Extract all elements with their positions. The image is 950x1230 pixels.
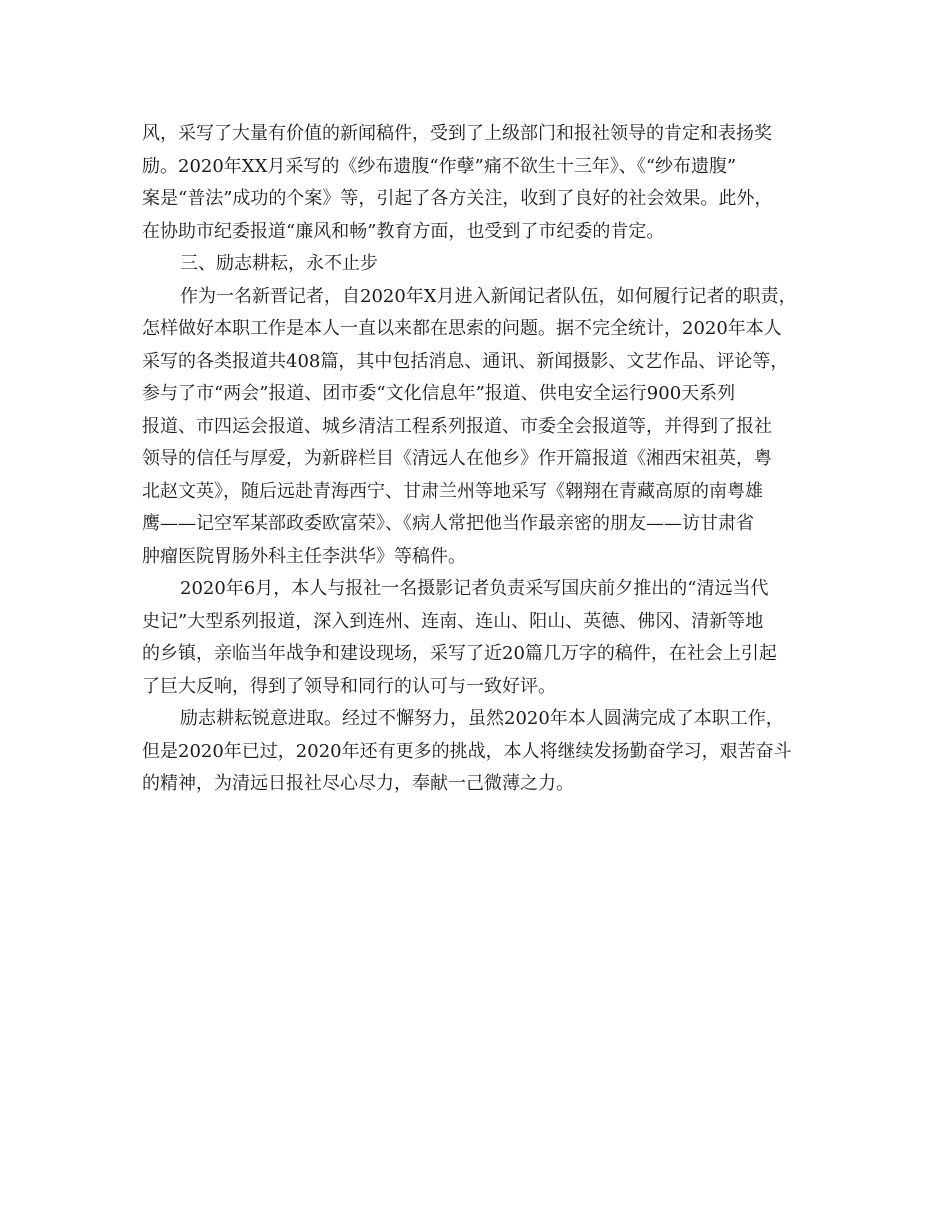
text-line: 鹰——记空军某部政委欧富荣》、《病人常把他当作最亲密的朋友——访甘肃省 [142,513,754,534]
text-line: 风，采写了大量有价值的新闻稿件，受到了上级部门和报社领导的肯定和表扬奖 [142,123,772,144]
text-line: 案是“普法”成功的个案》等，引起了各方关注，收到了良好的社会效果。此外， [142,188,773,209]
text-line: 采写的各类报道共408篇，其中包括消息、通讯、新闻摄影、文艺作品、评论等， [142,350,789,372]
text-line: 怎样做好本职工作是本人一直以来都在思索的问题。据不完全统计，2020年本人 [142,318,782,339]
text-line: 励。2020年XX月采写的《纱布遗腹“作孽”痛不欲生十三年》、《“纱布遗腹” [142,155,737,177]
text-line: 但是2020年已过，2020年还有更多的挑战，本人将继续发扬勤奋学习，艰苦奋斗 [142,740,792,762]
section-heading: 三、励志耕耘，永不止步 [180,253,378,274]
text-line: 2020年6月，本人与报社一名摄影记者负责采写国庆前夕推出的“清远当代 [180,578,769,599]
text-line: 史记”大型系列报道，深入到连州、连南、连山、阳山、英德、佛冈、清新等地 [142,610,764,632]
text-line: 领导的信任与厚爱，为新辟栏目《清远人在他乡》作开篇报道《湘西宋祖英，粤 [142,448,772,469]
text-line: 的乡镇，亲临当年战争和建设现场，采写了近20篇几万字的稿件，在社会上引起 [142,643,777,664]
text-line: 参与了市“两会”报道、团市委“文化信息年”报道、供电安全运行900天系列 [142,383,736,404]
text-line: 了巨大反响，得到了领导和同行的认可与一致好评。 [142,675,556,697]
text-line: 北赵文英》，随后远赴青海西宁、甘肃兰州等地采写《翱翔在青藏高原的南粤雄 [142,480,763,502]
text-line: 报道、市四运会报道、城乡清洁工程系列报道、市委全会报道等，并得到了报社 [142,415,772,437]
text-line: 作为一名新晋记者，自2020年X月进入新闻记者队伍，如何履行记者的职责， [180,285,797,307]
text-line: 的精神，为清远日报社尽心尽力，奉献一己微薄之力。 [142,773,574,794]
document-body [142,118,817,801]
text-line: 励志耕耘锐意进取。经过不懈努力，虽然2020年本人圆满完成了本职工作， [180,708,784,729]
text-line: 肿瘤医院胃肠外科主任李洪华》等稿件。 [142,545,466,567]
text-line: 在协助市纪委报道“廉风和畅”教育方面，也受到了市纪委的肯定。 [142,220,665,242]
